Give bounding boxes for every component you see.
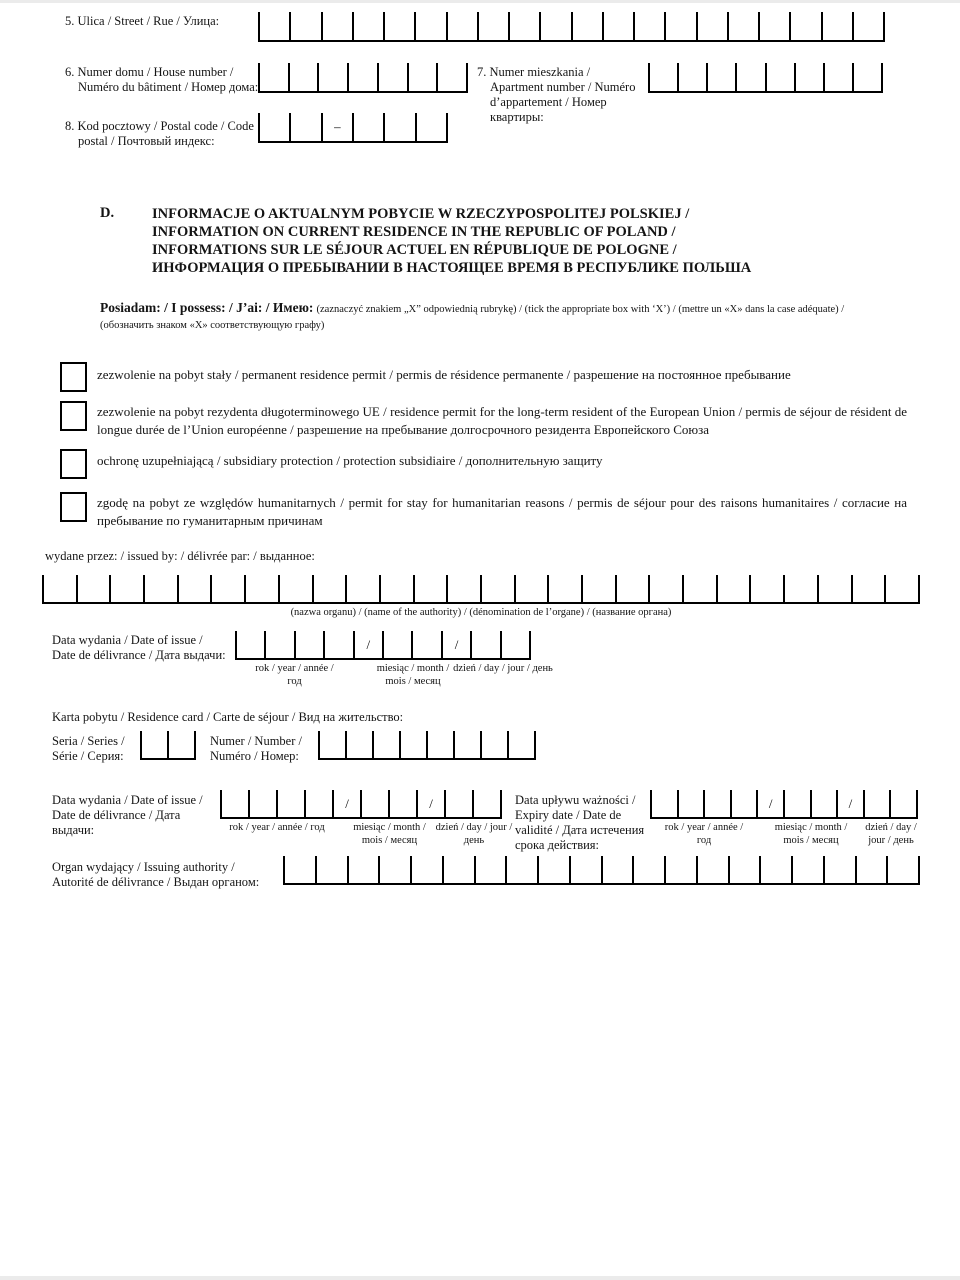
comb-cell[interactable]: / [756,790,783,817]
comb-cell[interactable] [436,63,468,91]
comb-cell[interactable] [318,731,345,758]
card-expiry-day-label: dzień / day / jour / день [865,822,917,846]
comb-cell[interactable] [677,790,704,817]
comb-cell[interactable] [407,63,437,91]
comb-cell[interactable] [664,12,695,40]
comb-cell[interactable] [474,856,506,883]
comb-cell[interactable] [345,731,372,758]
date-of-issue-label: Data wydania / Date of issue / Date de délivrance / Дата выдачи: [52,633,226,662]
comb-cell[interactable] [758,12,789,40]
comb-cell[interactable] [727,12,758,40]
page-edge-bottom [0,1276,960,1280]
comb-cell[interactable] [728,856,760,883]
card-date-of-issue-day-label: dzień / day / jour / день [435,822,513,846]
comb-cell[interactable] [823,856,855,883]
comb-cell[interactable] [76,575,110,602]
comb-cell[interactable] [789,12,820,40]
card-date-of-issue-year-label: rok / year / année / год [229,822,325,833]
comb-cell[interactable] [283,856,315,883]
comb-cell[interactable] [248,790,276,817]
card-date-of-issue-month-label: miesiąc / month / mois / месяц [353,822,426,846]
comb-cell[interactable] [569,856,601,883]
comb-cell[interactable] [383,113,414,141]
card-expiry-year-label: rok / year / année / год [664,822,744,846]
card-expiry-label: Data upływu ważności / Expiry date / Date de validité / Дата истечения срока действия: [515,793,645,852]
comb-cell[interactable] [470,631,499,658]
comb-cell[interactable] [615,575,649,602]
comb-cell[interactable] [352,12,383,40]
section-d-letter: D. [100,205,115,221]
comb-cell[interactable] [696,856,728,883]
comb-cell[interactable] [323,631,352,658]
comb-cell[interactable] [42,575,76,602]
comb-cell[interactable] [716,575,750,602]
card-number-comb-field[interactable] [318,731,536,760]
comb-cell[interactable] [317,63,347,91]
comb-cell[interactable] [289,113,320,141]
comb-cell[interactable] [414,12,445,40]
comb-cell[interactable] [730,790,757,817]
comb-cell[interactable] [143,575,177,602]
comb-cell[interactable] [581,575,615,602]
comb-cell[interactable] [289,12,320,40]
issued-by-label: wydane przez: / issued by: / délivrée par: / выданное: [45,549,315,563]
comb-cell[interactable] [664,856,696,883]
option-subsidiary-protection-label: ochronę uzupełniającą / subsidiary protection / protection subsidiaire / дополнительную защиту [97,453,603,468]
comb-cell[interactable] [109,575,143,602]
checkbox-long-term-eu-resident[interactable] [60,401,87,431]
comb-cell[interactable] [140,731,167,758]
section-d-title: INFORMACJE O AKTUALNYM POBYCIE W RZECZYPOSPOLITEJ POLSKIEJ / INFORMATION ON CURRENT RESIDENCE IN THE REPUBLIC OF POLAND / INFORMATIONS SUR LE SÉJOUR ACTUEL EN RÉPUBLIQUE DE POLOGNE / ИНФОРМАЦИЯ О ПРЕБЫВАНИИ В НАСТОЯЩЕЕ ВРЕМЯ В РЕСПУБЛИКЕ ПОЛЬША [152,206,752,276]
date-of-issue-comb-field[interactable] [235,631,531,660]
comb-cell[interactable] [210,575,244,602]
possess-instruction [100,300,878,333]
comb-cell[interactable] [360,790,388,817]
issuing-organ-name-comb-field[interactable] [42,575,920,604]
comb-cell[interactable] [415,113,448,141]
comb-cell[interactable] [480,731,507,758]
comb-cell[interactable] [783,575,817,602]
comb-cell[interactable]: / [441,631,470,658]
comb-cell[interactable] [889,790,918,817]
comb-cell[interactable] [817,575,851,602]
comb-cell[interactable] [383,12,414,40]
comb-cell[interactable] [442,856,474,883]
apartment-number-label: 7. Numer mieszkania / Apartment number / Numéro d’appartement / Номер квартиры: [477,65,636,124]
checkbox-permanent-residence[interactable] [60,362,87,392]
comb-cell[interactable] [886,856,920,883]
comb-cell[interactable] [264,631,293,658]
comb-cell[interactable] [258,63,288,91]
comb-cell[interactable] [413,575,447,602]
comb-cell[interactable] [852,12,885,40]
comb-cell[interactable] [377,63,407,91]
comb-cell[interactable] [759,856,791,883]
comb-cell[interactable] [382,631,411,658]
postal-code-comb-field[interactable] [258,113,448,143]
house-number-comb-field[interactable] [258,63,468,93]
street-label: 5. Ulica / Street / Rue / Улица: [65,14,220,28]
comb-cell[interactable] [388,790,416,817]
comb-cell[interactable] [852,63,883,91]
possess-lead: Posiadam: / I possess: / J’ai: / Имею: [100,300,314,315]
comb-cell[interactable] [508,12,539,40]
card-date-of-issue-comb-field[interactable] [220,790,502,819]
comb-cell[interactable] [650,790,677,817]
option-permanent-residence-label: zezwolenie na pobyt stały / permanent residence permit / permis de résidence permanente / разрешение на постоянное пребывание [97,367,791,382]
comb-cell[interactable] [855,856,887,883]
comb-cell[interactable] [682,575,716,602]
comb-cell[interactable] [505,856,537,883]
date-of-issue-year-label: rok / year / année / год [255,663,334,687]
comb-cell[interactable] [177,575,211,602]
option-long-term-eu-resident-label: zezwolenie na pobyt rezydenta długoterminowego UE / residence permit for the long-term resident of the European Union / permis de séjour de résident de longue durée de l’Union européenne / разрешение на пребывание долгосрочного резидента Европейского Союза [97,404,907,437]
comb-cell[interactable] [794,63,823,91]
comb-cell[interactable] [648,575,682,602]
comb-cell[interactable] [446,12,477,40]
option-humanitarian-stay-label: zgodę na pobyt ze względów humanitarnych / permit for stay for humanitarian reasons / permis de séjour pour des raisons humanitaires / согласие на пребывание по гуманитарным причинам [97,495,907,528]
comb-cell[interactable] [696,12,727,40]
comb-cell[interactable] [821,12,852,40]
comb-cell[interactable] [399,731,426,758]
comb-cell[interactable] [315,856,347,883]
comb-cell[interactable] [507,731,536,758]
comb-cell[interactable] [480,575,514,602]
comb-cell[interactable] [446,575,480,602]
card-expiry-month-label: miesiąc / month / mois / месяц [774,822,848,846]
comb-cell[interactable] [453,731,480,758]
card-series-label: Seria / Series / Série / Серия: [52,734,125,763]
comb-cell[interactable] [167,731,196,758]
comb-cell[interactable] [278,575,312,602]
street-comb-field[interactable] [258,12,885,42]
comb-cell[interactable] [863,790,890,817]
comb-cell[interactable] [648,63,677,91]
comb-cell[interactable] [288,63,318,91]
postal-code-label: 8. Kod pocztowy / Postal code / Code postal / Почтовый индекс: [65,119,254,148]
residence-card-label: Karta pobytu / Residence card / Carte de séjour / Вид на жительство: [52,710,404,724]
comb-cell[interactable] [352,113,383,141]
comb-cell[interactable] [477,12,508,40]
comb-cell[interactable] [537,856,569,883]
comb-cell[interactable]: / [836,790,863,817]
comb-cell[interactable]: / [332,790,360,817]
comb-cell[interactable] [444,790,472,817]
comb-cell[interactable] [426,731,453,758]
comb-cell[interactable] [235,631,264,658]
comb-cell[interactable] [571,12,602,40]
comb-cell[interactable] [345,575,379,602]
date-of-issue-day-label: dzień / day / jour / день [453,663,553,674]
comb-cell[interactable] [294,631,323,658]
comb-cell[interactable] [347,856,379,883]
comb-cell[interactable] [783,790,810,817]
comb-cell[interactable] [244,575,278,602]
page-edge-top [0,0,960,3]
apartment-number-comb-field[interactable] [648,63,883,93]
comb-cell[interactable] [749,575,783,602]
comb-cell[interactable] [321,12,352,40]
issuing-organ-name-caption: (nazwa organu) / (name of the authority) / (dénomination de l’organe) / (название органа) [290,607,672,618]
issuing-authority-comb-field[interactable] [283,856,920,885]
comb-cell[interactable] [703,790,730,817]
comb-cell[interactable] [378,856,410,883]
comb-cell[interactable] [410,856,442,883]
comb-cell[interactable] [633,12,664,40]
comb-cell[interactable] [547,575,581,602]
comb-cell[interactable] [791,856,823,883]
comb-cell[interactable] [304,790,332,817]
card-date-of-issue-label: Data wydania / Date of issue / Date de délivrance / Дата выдачи: [52,793,203,837]
comb-cell[interactable] [258,113,289,141]
card-expiry-comb-field[interactable] [650,790,918,819]
comb-cell[interactable] [500,631,531,658]
comb-cell[interactable]: / [416,790,444,817]
comb-cell[interactable] [602,12,633,40]
comb-cell[interactable] [411,631,440,658]
comb-cell[interactable] [220,790,248,817]
house-number-label: 6. Numer domu / House number / Numéro du bâtiment / Номер дома: [65,65,259,94]
issuing-authority-label: Organ wydający / Issuing authority / Autorité de délivrance / Выдан органом: [52,860,260,889]
comb-cell[interactable] [823,63,852,91]
comb-cell[interactable]: – [321,113,352,141]
comb-cell[interactable] [472,790,502,817]
comb-cell[interactable] [765,63,794,91]
comb-cell[interactable] [677,63,706,91]
comb-cell[interactable] [851,575,885,602]
comb-cell[interactable] [312,575,346,602]
comb-cell[interactable] [706,63,735,91]
checkbox-humanitarian-stay[interactable] [60,492,87,522]
comb-cell[interactable] [539,12,570,40]
comb-cell[interactable] [347,63,377,91]
comb-cell[interactable] [735,63,764,91]
comb-cell[interactable] [258,12,289,40]
comb-cell[interactable] [276,790,304,817]
checkbox-subsidiary-protection[interactable] [60,449,87,479]
comb-cell[interactable] [810,790,837,817]
comb-cell[interactable] [632,856,664,883]
card-number-label: Numer / Number / Numéro / Номер: [210,734,302,763]
comb-cell[interactable] [884,575,920,602]
comb-cell[interactable]: / [353,631,382,658]
comb-cell[interactable] [372,731,399,758]
date-of-issue-month-label: miesiąc / month / mois / месяц [376,663,450,687]
possess-note: (zaznaczyć znakiem „X” odpowiednią rubrykę) / (tick the appropriate box with ‘X’) / (mettre un «X» dans la case adéquate) / (обозначить знаком «X» соответствующую графу) [100,304,845,331]
comb-cell[interactable] [379,575,413,602]
card-series-comb-field[interactable] [140,731,196,760]
comb-cell[interactable] [514,575,548,602]
comb-cell[interactable] [601,856,633,883]
